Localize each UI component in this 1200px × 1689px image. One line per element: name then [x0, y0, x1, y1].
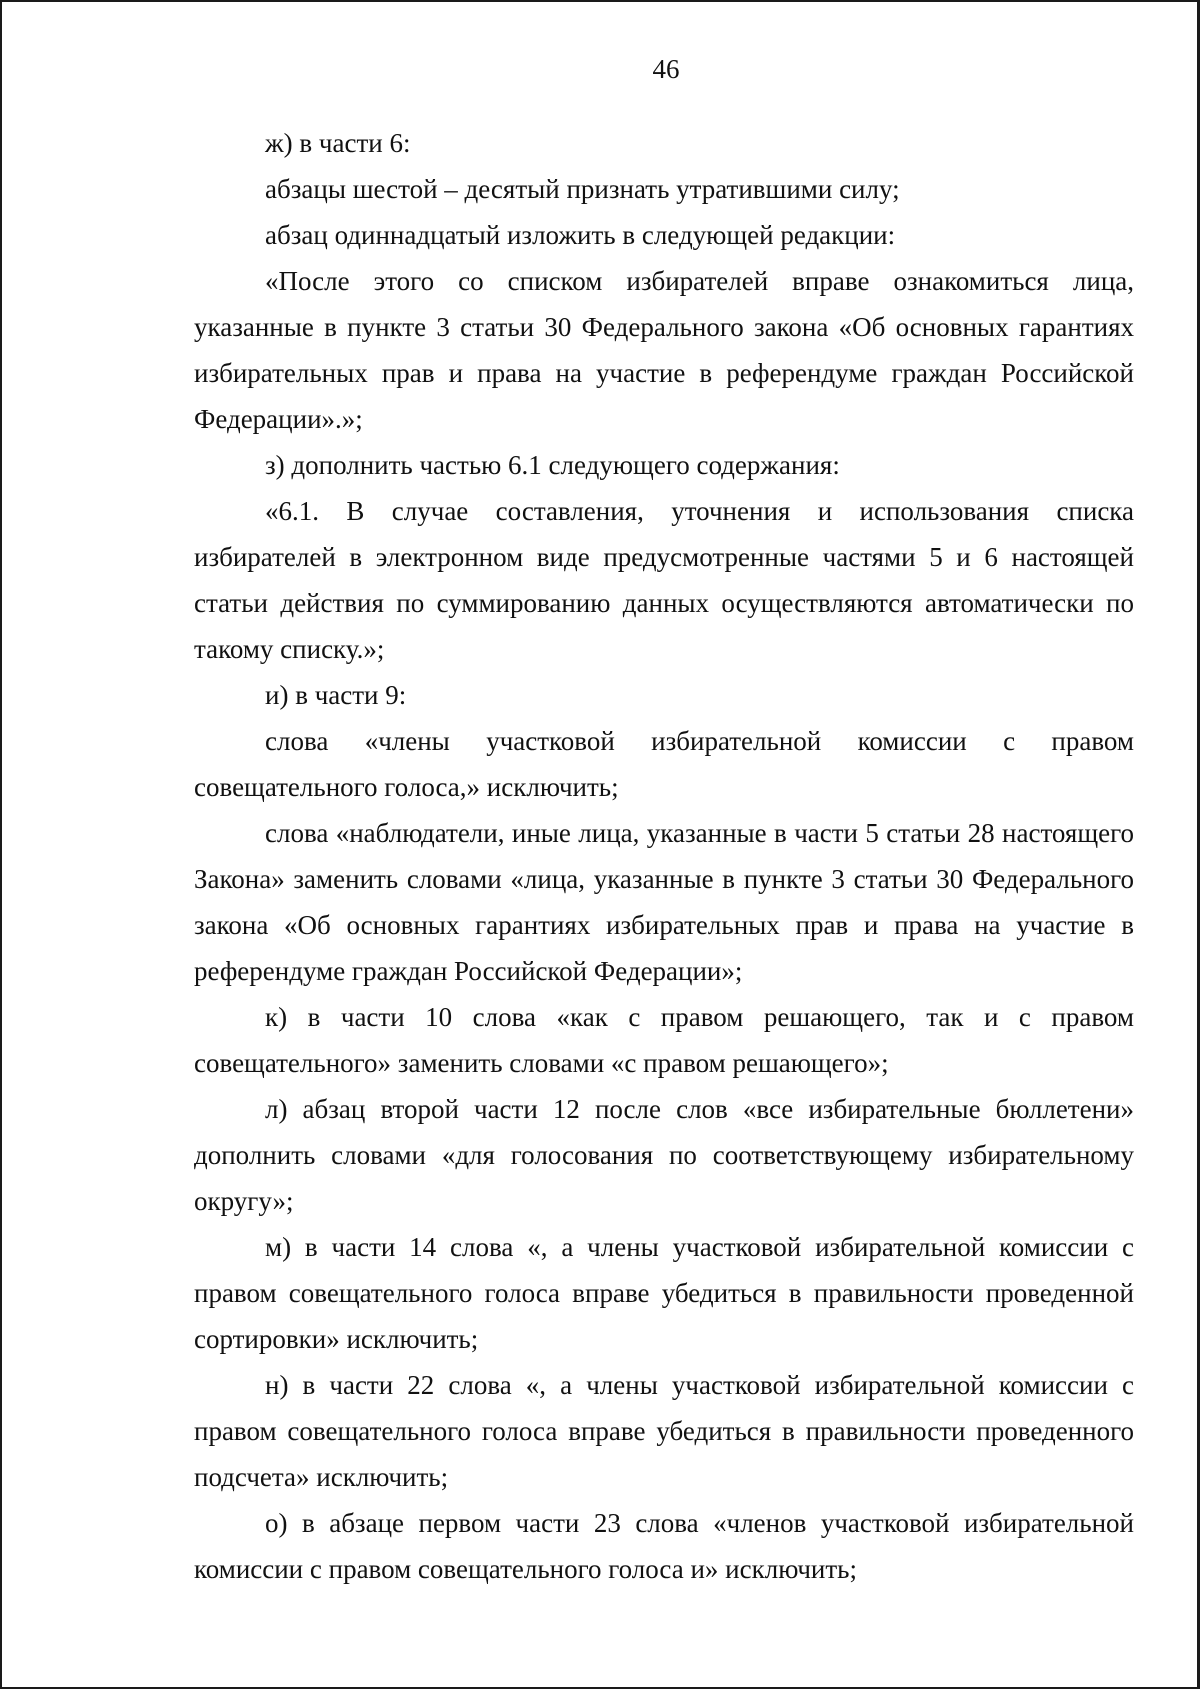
paragraph-repeal-abzatsy: абзацы шестой – десятый признать утратившими силу;: [265, 174, 900, 204]
paragraph-i: и) в части 9:: [265, 680, 407, 710]
paragraph-l: л) абзац второй части 12 после слов «все избирательные бюллетени» дополнить словами «для голосования по соответствующему избирательному округу»;: [194, 1094, 1134, 1216]
document-body: [194, 120, 1134, 1592]
paragraph-k: к) в части 10 слова «как с правом решающего, так и с правом совещательного» заменить словами «с правом решающего»;: [194, 1002, 1134, 1078]
page-number: 46: [652, 54, 680, 84]
paragraph-quote-voter-list: «После этого со списком избирателей вправе ознакомиться лица, указанные в пункте 3 статьи 30 Федерального закона «Об основных гарантиях избирательных прав и права на участие в референдуме граждан Российской Федерации».»;: [194, 266, 1134, 434]
paragraph-m: м) в части 14 слова «, а члены участковой избирательной комиссии с правом совещательного голоса вправе убедиться в правильности проведенной сортировки» исключить;: [194, 1232, 1134, 1354]
paragraph-abzats-11: абзац одиннадцатый изложить в следующей редакции:: [265, 220, 896, 250]
paragraph-6-1: «6.1. В случае составления, уточнения и использования списка избирателей в электронном виде предусмотренные частями 5 и 6 настоящей статьи действия по суммированию данных осуществляются автоматически по такому списку.»;: [194, 496, 1134, 664]
paragraph-o: о) в абзаце первом части 23 слова «членов участковой избирательной комиссии с правом совещательного голоса и» исключить;: [194, 1508, 1134, 1584]
paragraph-words-members: слова «члены участковой избирательной комиссии с правом совещательного голоса,» исключить;: [194, 726, 1134, 802]
paragraph-n: н) в части 22 слова «, а члены участковой избирательной комиссии с правом совещательного голоса вправе убедиться в правильности проведенного подсчета» исключить;: [194, 1370, 1134, 1492]
paragraph-zh: ж) в части 6:: [265, 128, 411, 158]
paragraph-z: з) дополнить частью 6.1 следующего содержания:: [265, 450, 840, 480]
paragraph-words-observers: слова «наблюдатели, иные лица, указанные в части 5 статьи 28 настоящего Закона» заменить словами «лица, указанные в пункте 3 статьи 30 Федерального закона «Об основных гарантиях избирательных прав и права на участие в референдуме граждан Российской Федерации»;: [194, 818, 1134, 986]
